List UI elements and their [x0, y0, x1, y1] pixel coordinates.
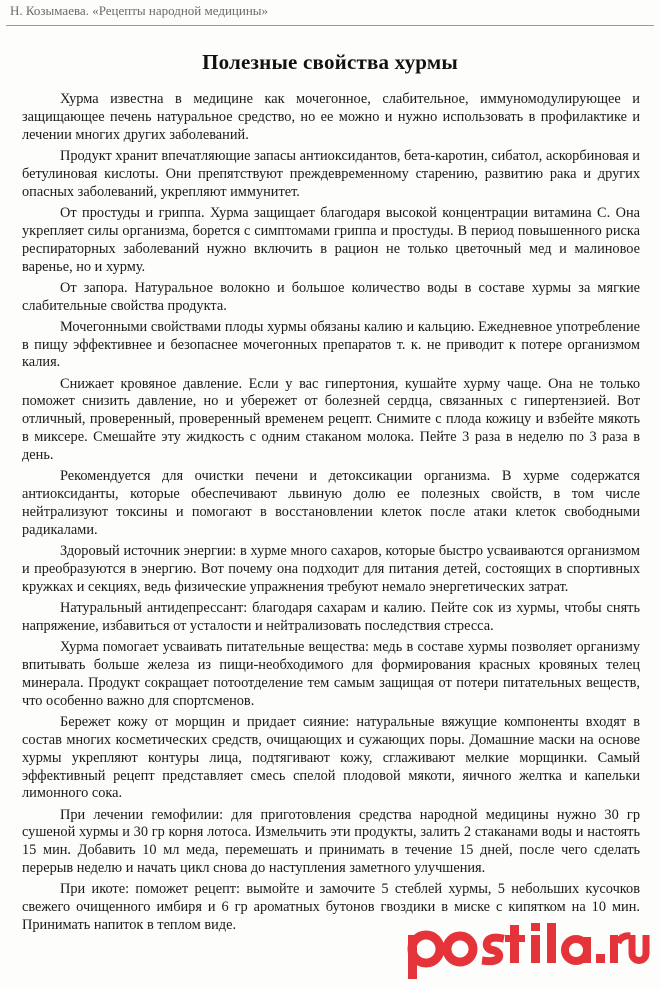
- paragraph: Продукт хранит впечатляющие запасы антиоксидантов, бета-каротин, сибатол, аскорбиновая и бетулиновая кислоты. Они препятствуют преждевременному старению, развитию рака и других опасных заболеваний, укрепляют иммунитет.: [22, 147, 640, 200]
- paragraph: Хурма известна в медицине как мочегонное, слабительное, иммуномодулирующее и защищающее печень натуральное средство, но ее можно и нужно использовать в профилактике и лечении многих других заболеваний.: [22, 91, 640, 143]
- postila-watermark: [406, 927, 650, 981]
- paragraph: Снижает кровяное давление. Если у вас гипертония, кушайте хурму чаще. Она не только поможет снизить давление, но и убережет от болезней сердца, связанных с гипертензией. Вот отличный, проверенный, проверенный временем рецепт. Снимите с плода кожицу и взбейте мякоть в миксере. Смешайте эту жидкость с одним стаканом молока. Пейте 3 раза в неделю по 3 раза в день.: [22, 375, 640, 464]
- article-title: Полезные свойства хурмы: [202, 50, 458, 74]
- paragraph: Мочегонными свойствами плоды хурмы обязаны калию и кальцию. Ежедневное употребление в пищу эффективнее и безопаснее мочегонных препаратов т. к. не приводит к потере организмом калия.: [22, 318, 640, 371]
- paragraph: При икоте: поможет рецепт: вымойте и замочите 5 стеблей хурмы, 5 небольших кусочков свежего очищенного имбиря и 6 гр ароматных бутонов гвоздики в миске с кипятком на 10 мин. Принимать напиток в теплом виде.: [22, 881, 640, 934]
- paragraph: От запора. Натуральное волокно и большое количество воды в составе хурмы за мягкие слабительные свойства продукта.: [22, 279, 640, 314]
- running-title: Н. Козымаева. «Рецепты народной медицины»: [10, 3, 269, 18]
- paragraph: Здоровый источник энергии: в хурме много сахаров, которые быстро усваиваются организмом и преобразуются в энергию. Вот почему она подходит для питания детей, состоящих в спортивных кружках и секциях, ведь физические упражнения требуют немало энергетических затрат.: [22, 543, 640, 595]
- paragraph: От простуды и гриппа. Хурма защищает благодаря высокой концентрации витамина С. Она укрепляет силы организма, борется с симптомами гриппа и простуды. В период повышенного риска респираторных заболеваний нужно включить в рацион не только цветочный мед и малиновое варенье, но и хурму.: [22, 204, 640, 275]
- paragraph: Натуральный антидепрессант: благодаря сахарам и калию. Пейте сок из хурмы, чтобы снять напряжение, избавиться от усталости и нейтрализовать последствия стресса.: [22, 599, 640, 634]
- paragraph: Бережет кожу от морщин и придает сияние: натуральные вяжущие компоненты входят в состав многих косметических средств, очищающих и сужающих поры. Домашние маски на основе хурмы укрепляют контуры лица, подтягивают кожу, сглаживают мелкие морщинки. Самый эффективный рецепт представляет смесь спелой плодовой мякоти, яичного желтка и капельки лимонного сока.: [22, 713, 640, 802]
- paragraph: При лечении гемофилии: для приготовления средства народной медицины нужно 30 гр сушеной хурмы и 30 гр корня лотоса. Измельчить эти продукты, залить 2 стаканами воды и настоять 15 мин. Добавить 10 мл меда, перемешать и принимать в течение 15 дней, после чего сделать перерыв неделю и начать цикл снова до наступления заметного улучшения.: [22, 806, 640, 877]
- watermark-logo: [406, 923, 650, 986]
- running-header: [6, 0, 654, 26]
- paragraph: Хурма помогает усваивать питательные вещества: медь в составе хурмы позволяет организму впитывать больше железа из пищи-необходимого для формирования красных кровяных телец минерала. Продукт сокращает потоотделение тем самым защищая от потери питательных веществ, что особенно важно для спортсменов.: [22, 638, 640, 709]
- paragraph: Рекомендуется для очистки печени и детоксикации организма. В хурме содержатся антиоксиданты, которые обеспечивают львиную долю ее полезных свойств, в том числе нейтрализуют токсины и помогают в восстановлении клеток после атаки клеток свободными радикалами.: [22, 468, 640, 538]
- watermark-logo-icon: [406, 923, 650, 979]
- article-body: [22, 91, 640, 938]
